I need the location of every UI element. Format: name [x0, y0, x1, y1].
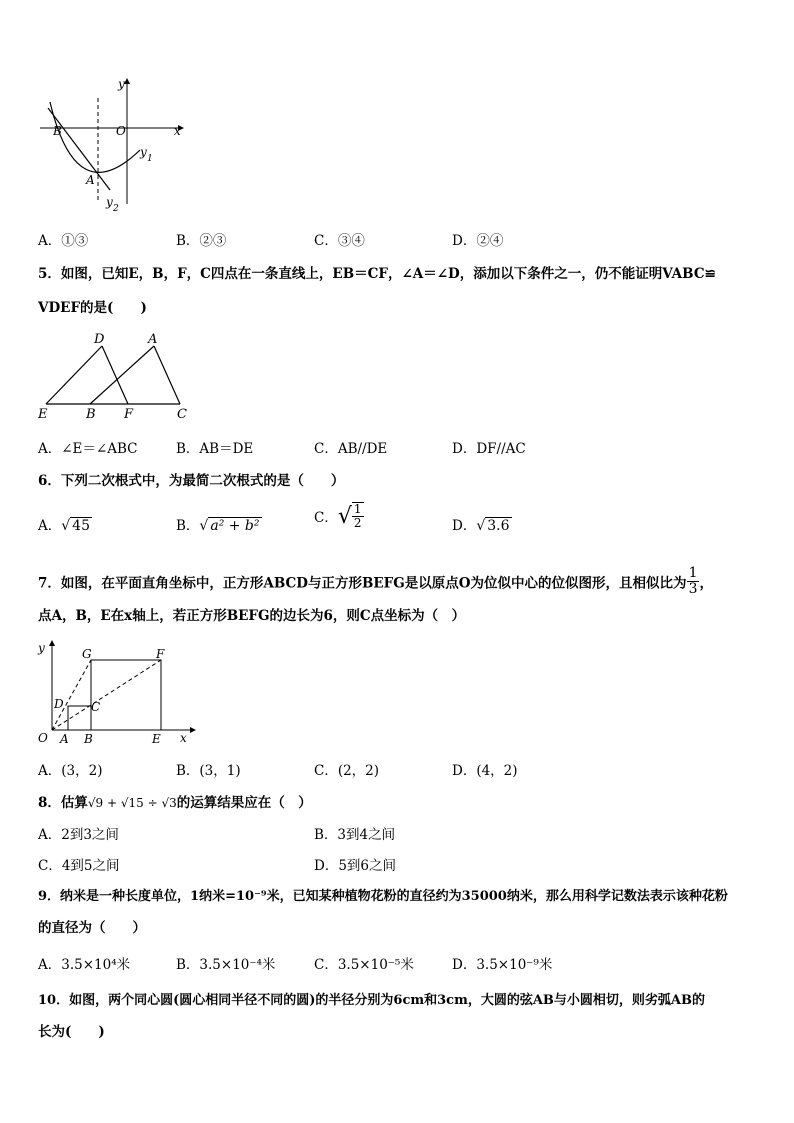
label-O: O [116, 124, 126, 138]
label-G: G [82, 647, 92, 661]
q9-option-c: C．3.5×10⁻⁵米 [314, 957, 414, 973]
q9-option-d: D．3.5×10⁻⁹米 [452, 957, 553, 973]
q6-option-b-label: B． [176, 518, 200, 534]
q8-option-c: C．4到5之间 [38, 858, 120, 874]
q8-stem-a: 8．估算 [38, 795, 88, 811]
q4-option-c: C．③④ [314, 233, 365, 249]
q7-stem-line2: 点A，B，E在x轴上，若正方形BEFG的边长为6，则C点坐标为（ ） [38, 608, 466, 624]
label-A: A [60, 732, 69, 746]
q4-option-b: B．②③ [176, 233, 227, 249]
label-F: F [124, 407, 134, 422]
q5-option-c: C．AB//DE [314, 441, 388, 457]
q4-option-d: D．②④ [452, 233, 504, 249]
ratio-num: 1 [688, 565, 698, 581]
q8-option-b: B．3到4之间 [314, 827, 396, 843]
q5-option-d: D．DF//AC [452, 441, 526, 457]
radical-45: √ 45 [61, 518, 90, 534]
label-y2-sub: 2 [113, 204, 119, 214]
q7-option-d: D．(4，2) [452, 763, 518, 779]
q6-option-d [452, 514, 512, 534]
radicand: 3.6 [487, 518, 510, 534]
y-axis-arrow-icon [124, 78, 130, 84]
radical-a2-b2: √ a² + b² [199, 518, 260, 534]
q9-stem-line1: 9．纳米是一种长度单位，1纳米=10⁻⁹米，已知某种植物花粉的直径约为35000纳米，那么用科学记数法表示该种花粉 [38, 889, 728, 904]
q7-stem-line1 [38, 566, 713, 597]
y-axis-arrow-icon [49, 640, 55, 646]
label-E: E [38, 407, 48, 422]
q5-stem-line2: VDEF的是( ) [38, 300, 147, 316]
label-E: E [152, 732, 161, 746]
label-y1-sub: 1 [147, 154, 153, 164]
q8-stem [38, 791, 312, 811]
segment-AC [154, 346, 180, 404]
label-D: D [54, 697, 64, 711]
q6-option-a [38, 514, 92, 534]
q7-figure [34, 638, 198, 746]
line-y2 [48, 108, 110, 190]
label-O: O [38, 731, 48, 745]
label-A: A [148, 332, 158, 347]
ratio-fraction [687, 566, 700, 597]
q6-option-c-label: C． [314, 510, 338, 526]
dashed-OF [52, 660, 161, 730]
q9-option-a: A．3.5×10⁴米 [38, 957, 131, 973]
label-y2: y [106, 195, 113, 209]
q5-option-a: A．∠E＝∠ABC [38, 441, 138, 457]
q7-stem-text: 7．如图，在平面直角坐标中，正方形ABCD与正方形BEFG是以原点O为位似中心的位似图形，且相似比为 [38, 575, 687, 592]
label-C: C [177, 407, 187, 422]
q9-option-b: B．3.5×10⁻⁴米 [176, 957, 276, 973]
q6-option-d-label: D． [452, 518, 477, 534]
q7-option-c: C．(2，2) [314, 763, 380, 779]
radicand: a² + b² [210, 518, 260, 534]
label-y: y [118, 77, 125, 91]
q10-stem-line1: 10．如图，两个同心圆(圆心相同半径不同的圆)的半径分别为6cm和3cm，大圆的弦AB与小圆相切，则劣弧AB的 [38, 993, 705, 1008]
q8-option-a: A．2到3之间 [38, 827, 119, 843]
label-D: D [94, 332, 105, 347]
label-C: C [91, 700, 101, 714]
ratio-den: 3 [688, 581, 698, 597]
segment-BA [90, 346, 154, 404]
radical-half: √ [337, 503, 352, 529]
q10-stem-line2: 长为( ) [38, 1024, 105, 1040]
q5-stem-line1: 5．如图，已知E，B，F，C四点在一条直线上，EB＝CF，∠A＝∠D，添加以下条件之一，仍不能证明VABC≌ [38, 266, 716, 282]
label-B: B [86, 407, 96, 422]
q5-option-b: B．AB＝DE [176, 441, 254, 457]
label-B: B [84, 732, 93, 746]
label-x: x [174, 124, 181, 138]
q8-expression: √9 + √15 ÷ √3 [87, 796, 177, 810]
q4-option-a: A．①③ [38, 233, 89, 249]
label-A: A [86, 173, 95, 187]
radicand: 45 [72, 518, 90, 534]
dashed-OG [52, 660, 91, 730]
label-y1: y [140, 145, 147, 159]
q9-stem-line2: 的直径为（ ） [38, 920, 146, 936]
label-y: y [38, 641, 45, 655]
radical-3-6: √ 3.6 [476, 518, 510, 534]
q8-option-d: D．5到6之间 [314, 858, 397, 874]
label-x: x [180, 731, 187, 745]
segment-ED [46, 346, 102, 404]
fraction-half [352, 502, 364, 530]
q7-option-b: B．(3，1) [176, 763, 241, 779]
q6-option-a-label: A． [38, 518, 62, 534]
q6-stem: 6．下列二次根式中，为最简二次根式的是（ ） [38, 473, 345, 489]
fraction-num: 1 [353, 502, 362, 516]
q7-option-a: A．(3，2) [38, 763, 103, 779]
label-F: F [156, 647, 165, 661]
q6-option-c [314, 502, 364, 530]
q5-figure [34, 330, 194, 424]
segment-DF [102, 346, 128, 404]
q4-figure [36, 72, 196, 222]
square-BEFG [91, 660, 161, 730]
q6-option-b [176, 514, 262, 534]
fraction-den: 2 [353, 516, 362, 530]
q8-stem-b: 的运算结果应在（ ） [176, 795, 312, 811]
q7-stem-comma: ， [699, 575, 713, 592]
x-axis-arrow-icon [190, 727, 196, 733]
label-B: B [53, 124, 62, 138]
